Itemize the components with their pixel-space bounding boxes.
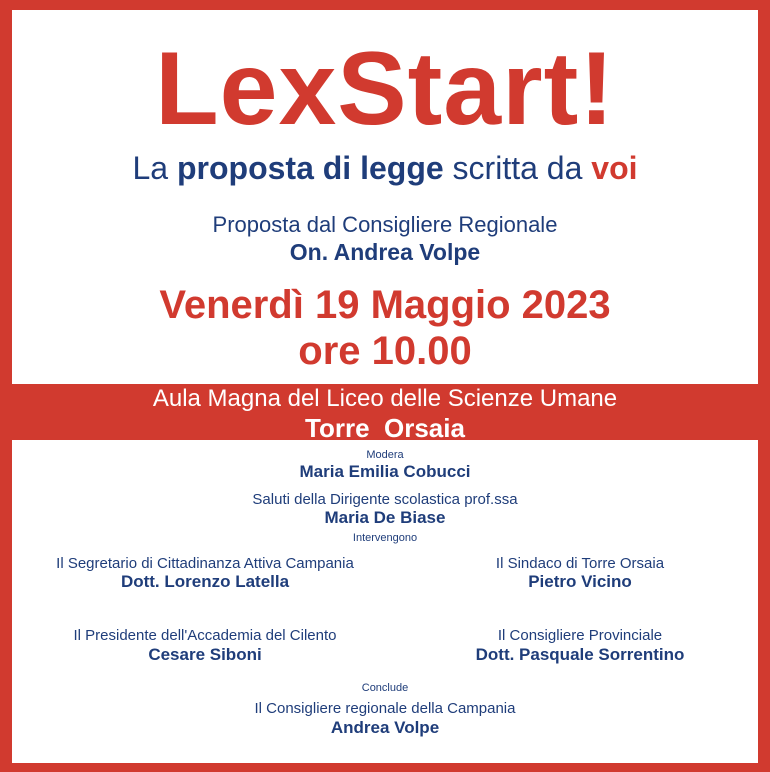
event-time: ore 10.00 — [298, 329, 472, 373]
speaker-4-role: Il Consigliere Provinciale — [497, 627, 663, 644]
conclusion-role: Il Consigliere regionale della Campania — [254, 700, 516, 717]
proposer-label: Proposta dal Consigliere Regionale — [212, 212, 558, 237]
conclusion-name: Andrea Volpe — [330, 718, 440, 737]
subtitle-part-3: scritta da — [443, 150, 592, 186]
speakers-label: Intervengono — [352, 532, 418, 544]
proposer-name: On. Andrea Volpe — [289, 239, 481, 265]
subtitle-part-1: La — [132, 150, 177, 186]
speaker-3-name: Cesare Siboni — [148, 645, 262, 664]
conclusion-label: Conclude — [361, 682, 409, 694]
greetings-label: Saluti della Dirigente scolastica prof.ssa — [252, 491, 518, 508]
subtitle-part-4: voi — [591, 150, 638, 186]
speaker-1-role: Il Segretario di Cittadinanza Attiva Campania — [56, 555, 354, 572]
venue-hall: Aula Magna del Liceo delle Scienze Umane — [152, 385, 618, 412]
moderator-name: Maria Emilia Cobucci — [299, 462, 471, 481]
speaker-2-role: Il Sindaco di Torre Orsaia — [495, 555, 665, 572]
poster-title: LexStart! — [155, 31, 615, 147]
speaker-2-name: Pietro Vicino — [528, 572, 632, 591]
event-date: Venerdì 19 Maggio 2023 — [159, 283, 611, 327]
subtitle-part-2: proposta di legge — [176, 150, 444, 186]
poster-subtitle — [0, 148, 770, 188]
venue-town: Torre Orsaia — [305, 413, 465, 443]
speaker-4-name: Dott. Pasquale Sorrentino — [475, 645, 685, 664]
greetings-name: Maria De Biase — [324, 508, 446, 527]
moderator-label: Modera — [366, 449, 404, 461]
speaker-3-role: Il Presidente dell'Accademia del Cilento — [73, 627, 337, 644]
speaker-1-name: Dott. Lorenzo Latella — [120, 572, 290, 591]
